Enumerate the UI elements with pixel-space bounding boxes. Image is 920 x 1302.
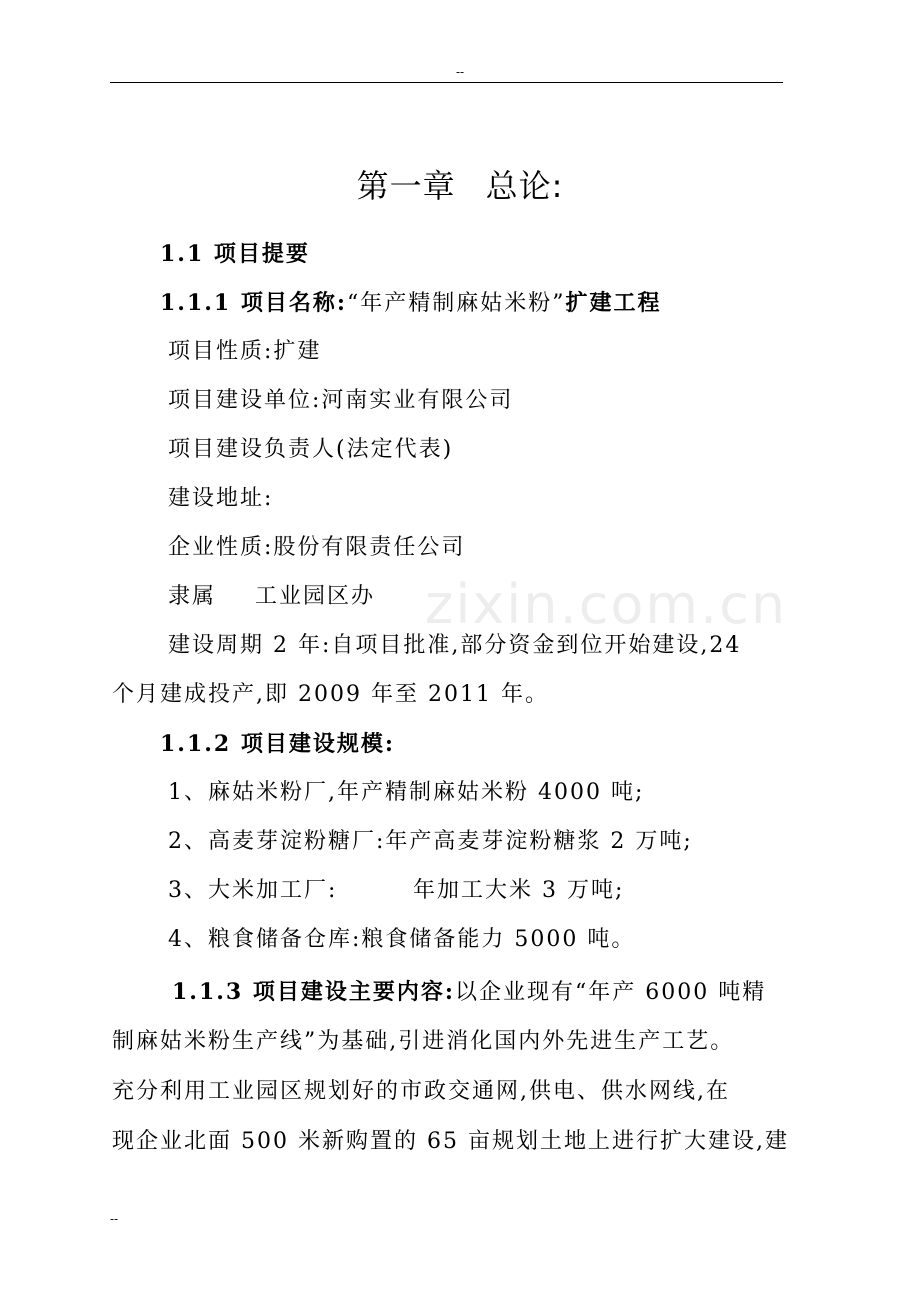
section-1-1-3-label: 1.1.3 项目建设主要内容: — [172, 979, 456, 1005]
project-unit: 项目建设单位:河南实业有限公司 — [168, 388, 514, 413]
watermark: zixin.com.cn — [425, 573, 788, 636]
construction-period-line-1: 建设周期 2 年:自项目批准,部分资金到位开始建设,24 — [168, 633, 742, 658]
project-nature: 项目性质:扩建 — [168, 339, 322, 364]
project-name: “年产精制麻姑米粉” — [347, 291, 566, 316]
section-1-1-3-text: 以企业现有“年产 6000 吨精 — [455, 980, 767, 1005]
content-line-4: 现企业北面 500 米新购置的 65 亩规划土地上进行扩大建设,建 — [112, 1129, 789, 1154]
section-1-1-2-heading: 1.1.2 项目建设规模: — [160, 731, 396, 757]
construction-period-line-2: 个月建成投产,即 2009 年至 2011 年。 — [112, 682, 549, 707]
chapter-number: 第一章 — [356, 167, 456, 205]
company-nature: 企业性质:股份有限责任公司 — [168, 535, 466, 560]
section-1-1-1-heading — [160, 288, 662, 319]
project-address: 建设地址: — [168, 486, 274, 511]
header-mark: -- — [455, 65, 465, 79]
header-rule — [110, 82, 783, 83]
scale-item-4: 4、粮食储备仓库:粮食储备能力 5000 吨。 — [168, 927, 636, 952]
project-leader: 项目建设负责人(法定代表) — [168, 437, 454, 462]
project-name-suffix: 扩建工程 — [565, 290, 662, 316]
affiliation-value: 工业园区办 — [255, 584, 376, 609]
scale-item-2: 2、高麦芽淀粉糖厂:年产高麦芽淀粉糖浆 2 万吨; — [168, 829, 693, 854]
footer-mark: -- — [110, 1212, 119, 1226]
section-1-1-1-label: 1.1.1 项目名称: — [160, 290, 348, 316]
chapter-name: 总论: — [485, 167, 564, 205]
section-1-1-3-line-1 — [172, 977, 766, 1008]
affiliation-label: 隶属 — [168, 584, 217, 609]
scale-item-3-value: 年加工大米 3 万吨; — [413, 878, 625, 903]
content-line-2: 制麻姑米粉生产线”为基础,引进消化国内外先进生产工艺。 — [112, 1029, 735, 1054]
scale-item-1: 1、麻姑米粉厂,年产精制麻姑米粉 4000 吨; — [168, 780, 645, 805]
scale-item-3-label: 3、大米加工厂: — [168, 878, 338, 903]
section-1-1-heading: 1.1 项目提要 — [160, 241, 310, 267]
chapter-title — [0, 166, 920, 206]
content-line-3: 充分利用工业园区规划好的市政交通网,供电、供水网线,在 — [112, 1079, 730, 1104]
